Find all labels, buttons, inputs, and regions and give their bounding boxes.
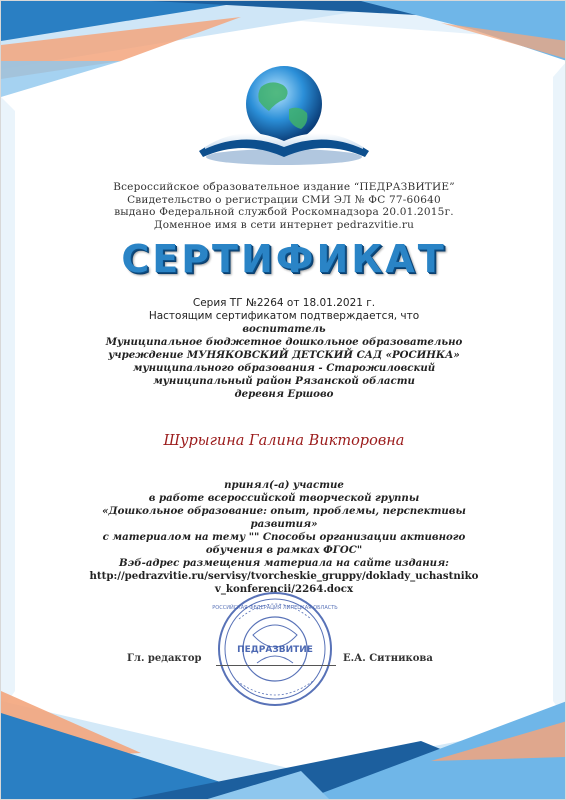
certificate-title: СЕРТИФИКАТ <box>121 237 447 281</box>
participation-block <box>61 479 507 596</box>
signature-line <box>216 665 336 666</box>
globe-book-emblem <box>169 59 399 169</box>
holder-position: воспитатель <box>242 323 326 335</box>
organization-line-2: учреждение МУНЯКОВСКИЙ ДЕТСКИЙ САД «РОСИНКА» <box>108 349 460 361</box>
stamp-ring-text: РОССИЙСКАЯ ФЕДЕРАЦИЯ ЛИПЕЦКАЯ ОБЛАСТЬ <box>212 605 338 611</box>
material-url-line-1[interactable]: http://pedrazvitie.ru/servisy/tvorcheskie_gruppy/doklady_uchastniko <box>89 570 479 582</box>
participation-line-7: Вэб-адрес размещения материала на сайте издания: <box>119 557 449 569</box>
certificate-confirms: Настоящим сертификатом подтверждается, что <box>148 310 420 322</box>
certificate-series: Серия ТГ №2264 от 18.01.2021 г. <box>192 297 376 309</box>
registration-issuer: выдано Федеральной службой Роскомнадзора 20.01.2015г. <box>114 206 454 218</box>
participation-line-4: развития» <box>250 518 318 530</box>
participation-line-6: обучения в рамках ФГОС" <box>205 544 363 556</box>
organization-line-3: муниципального образования - Старожиловский <box>132 362 436 374</box>
material-url-line-2[interactable]: v_konferencii/2264.docx <box>214 583 354 595</box>
organization-line-4: муниципальный район Рязанской области <box>153 375 415 387</box>
holder-organization <box>61 323 507 401</box>
organization-line-5: деревня Ершово <box>234 388 334 400</box>
participation-line-1: принял(-а) участие <box>224 479 344 491</box>
registration-certificate: Свидетельство о регистрации СМИ ЭЛ № ФС 77-60640 <box>127 193 441 206</box>
domain-name: Доменное имя в сети интернет pedrazvitie.ru <box>153 218 415 231</box>
participation-line-5: с материалом на тему "" Способы организации активного <box>102 531 466 543</box>
official-stamp <box>209 589 341 709</box>
organization-line-1: Муниципальное бюджетное дошкольное образовательно <box>105 336 463 348</box>
recipient-name: Шурыгина Галина Викторовна <box>163 433 405 449</box>
publication-name: Всероссийское образовательное издание “ПЕДРАЗВИТИЕ” <box>113 181 455 193</box>
publication-info <box>61 181 507 231</box>
signature-name: Е.А. Ситникова <box>343 653 433 664</box>
stamp-center-text: ПЕДРАЗВИТИЕ <box>237 645 313 655</box>
certificate-series-block <box>41 297 527 323</box>
signature-role: Гл. редактор <box>127 653 202 664</box>
participation-line-2: в работе всероссийской творческой группы <box>148 492 420 504</box>
participation-line-3: «Дошкольное образование: опыт, проблемы, перспективы <box>102 505 466 517</box>
